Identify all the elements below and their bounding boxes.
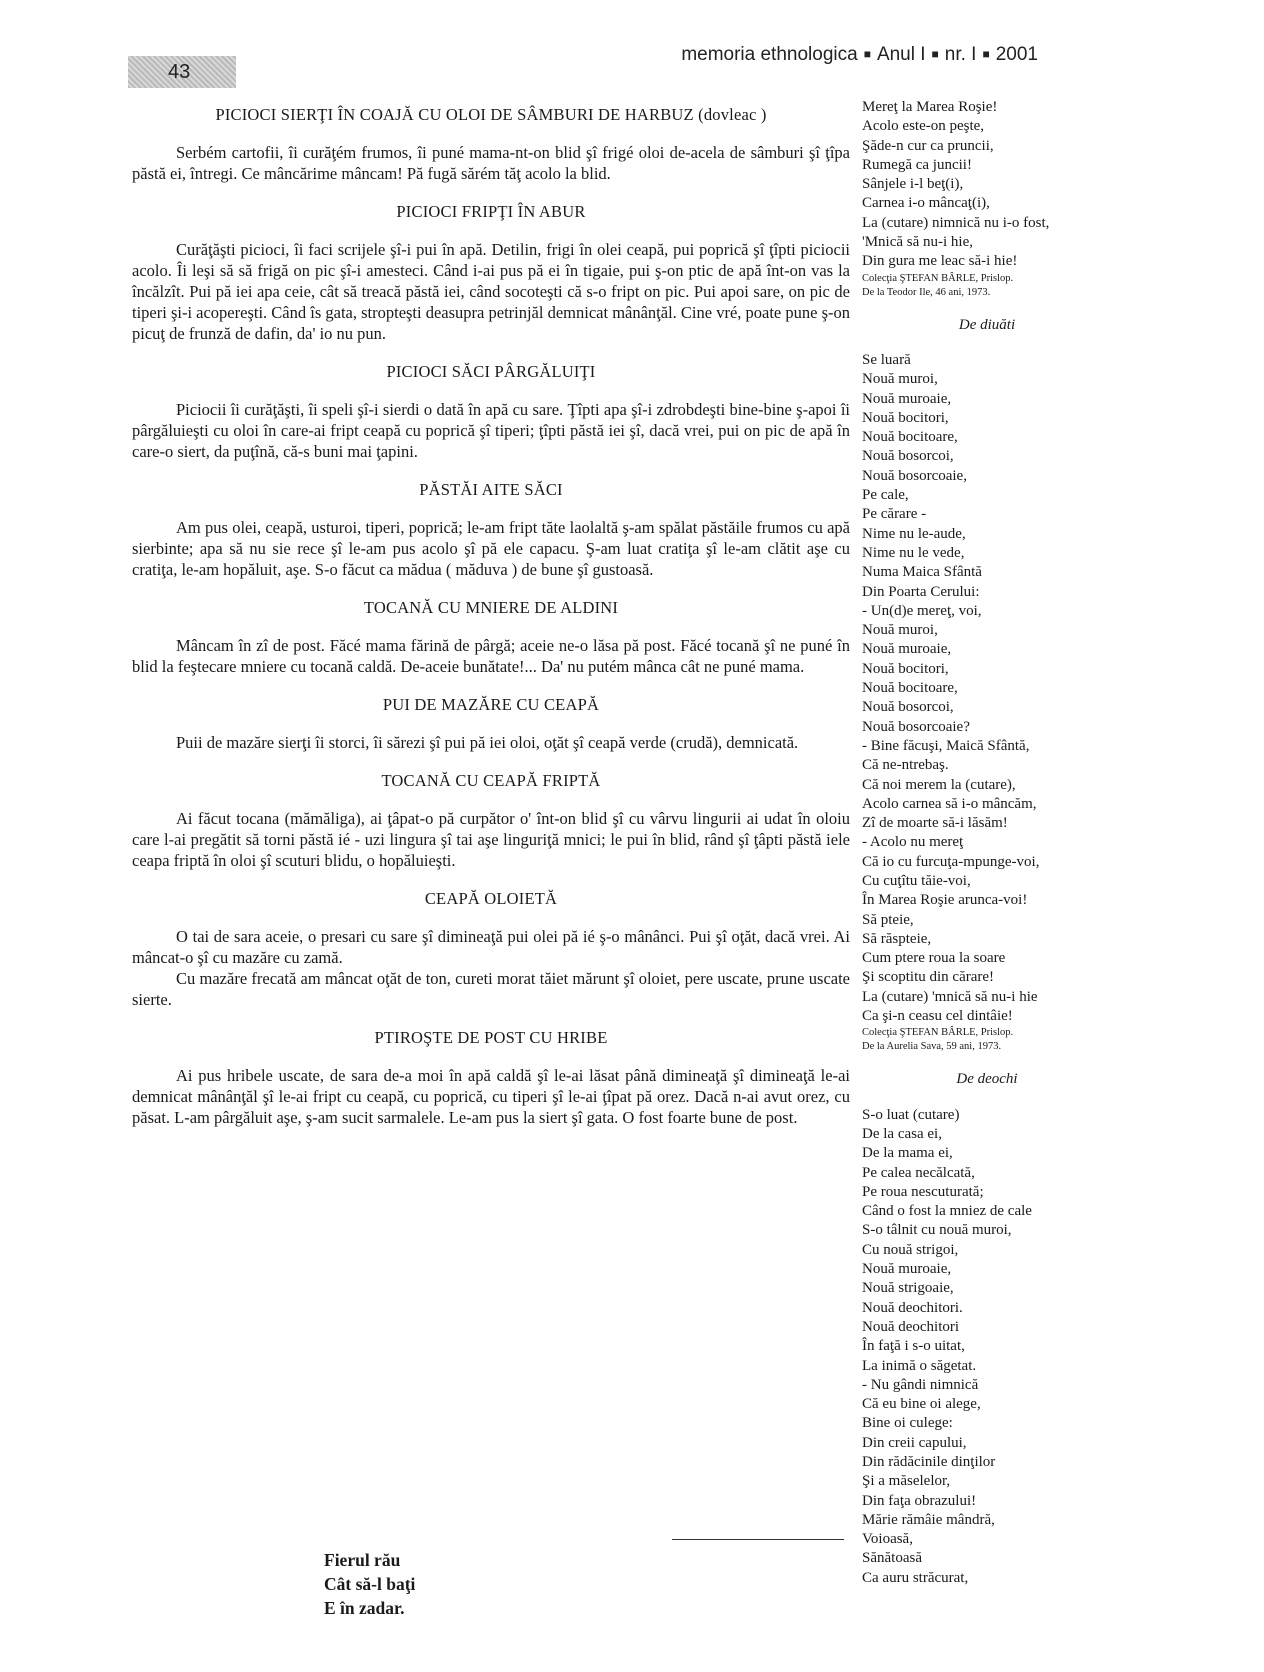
- recipes-column: [132, 104, 850, 1145]
- poem-line: Carnea i-o mâncaţ(i),: [862, 195, 990, 212]
- poem-line: Şi a măselelor,: [862, 1473, 951, 1490]
- poem-title: De deochi: [956, 1071, 1018, 1088]
- issue-label: nr. I: [944, 44, 977, 65]
- poem-line: S-o tâlnit cu nouă muroi,: [862, 1222, 1012, 1239]
- poem-line: Nouă deochitori: [862, 1318, 960, 1335]
- poem-line: La (cutare) 'mnică să nu-i hie: [862, 988, 1038, 1005]
- poem-line: Nouă bocitori,: [862, 409, 949, 426]
- recipe-title: PTIROŞTE DE POST CU HRIBE: [374, 1028, 608, 1047]
- poem-line: Şi scoptitu din cărare!: [862, 969, 995, 986]
- poem-line: Din gura me leac să-i hie!: [862, 253, 1018, 270]
- poem-line: De la casa ei,: [862, 1125, 942, 1142]
- poem-line: Din creii capului,: [862, 1434, 967, 1451]
- recipe-paragraph: Cu mazăre frecată am mâncat oţăt de ton, cureti morat tăiet mărunt şî oloiet, pere uscate, prune uscate sierte.: [132, 969, 850, 1009]
- recipe-section: [132, 201, 850, 344]
- poem-line: Se luară: [862, 351, 911, 368]
- poem-line: Nouă muroaie,: [862, 390, 952, 407]
- year: 2001: [995, 44, 1038, 65]
- recipe-paragraph: Am pus olei, ceapă, usturoi, tiperi, poprică; le-am fript tăte laolaltă ş-am spălat păstăile frumos cu apă sierbinte; apa să nu sie rece şî le-am pus acolo şî pă ele capacu. Ş-am luat cratiţa şî le-am clătit aşe cu cratiţa, le-am hopăluit, aşe. S-o făcut ca mădua ( măduva ) de bune şî gustoasă.: [132, 518, 850, 579]
- recipe-section: [132, 770, 850, 871]
- recipe-title: CEAPĂ OLOIETĂ: [424, 889, 558, 908]
- poem-line: Pe cărare -: [862, 506, 927, 523]
- poem-credit: De la Teodor Ile, 46 ani, 1973.: [862, 286, 991, 298]
- poem-line: Rumegă ca juncii!: [862, 156, 972, 173]
- recipe-paragraph: Serbém cartofii, îi curăţém frumos, îi puné mama-nt-on blid şî frigé oloi de-acela de sâmburi şî ţîpa păstă ei, întregi. Ce mâncărime mâncam! Pă fugă sărém tăţ acolo la blid.: [132, 143, 850, 183]
- poem-line: De la mama ei,: [862, 1145, 953, 1162]
- poem-line: Din Poarta Cerului:: [862, 583, 980, 600]
- poem-line: Să pteie,: [862, 911, 914, 928]
- poem-line: Cu cuţîtu tăie-voi,: [862, 872, 971, 889]
- poem-line: Mărie rămâie mândră,: [862, 1511, 995, 1528]
- poem-line: 'Mnică să nu-i hie,: [862, 234, 974, 251]
- poem-credit: Colecţia ŞTEFAN BÂRLE, Prislop.: [862, 272, 1014, 284]
- recipe-title: PĂSTĂI AITE SĂCI: [419, 480, 563, 499]
- proverb-line: Fierul rău: [324, 1550, 401, 1570]
- proverb-line: Cât să-l baţi: [324, 1574, 416, 1594]
- poem-line: Când o fost la mniez de cale: [862, 1203, 1032, 1220]
- recipe-section: [132, 694, 850, 753]
- proverb: [324, 1548, 415, 1620]
- poem-line: La (cutare) nimnică nu i-o fost,: [862, 214, 1050, 231]
- recipe-paragraph: Ai făcut tocana (mămăliga), ai ţâpat-o pă curpător o' înt-on blid şî cu vârvu lingurii ai udat în oloiu care l-ai pregătit să torni păstă ié - uzi lingura şî tai aşe linguriţă mnici; le pui în blid, rând şî ţâpti păstă iele ceapa friptă în oloi şî scuturi blidu, o hopăluieşti.: [132, 809, 850, 870]
- separator-icon: ■: [982, 47, 990, 61]
- poem-line: Nouă bocitoare,: [862, 429, 958, 446]
- poem-line: Zî de moarte să-i lăsăm!: [862, 815, 1008, 832]
- separator-icon: ■: [863, 47, 871, 61]
- recipe-section: [132, 104, 850, 184]
- poem-credit: Colecţia ŞTEFAN BÂRLE, Prislop.: [862, 1027, 1014, 1039]
- poem-line: - Bine făcuşi, Maică Sfântă,: [862, 737, 1030, 754]
- poem-line: Voioasă,: [862, 1531, 913, 1548]
- poem-credit: De la Aurelia Sava, 59 ani, 1973.: [862, 1041, 1002, 1053]
- recipe-section: [132, 361, 850, 462]
- poem-line: La inimă o săgetat.: [862, 1357, 977, 1374]
- poem-line: Că noi merem la (cutare),: [862, 776, 1016, 793]
- poem-line: Din faţa obrazului!: [862, 1492, 977, 1509]
- poem-title: De diuăti: [958, 316, 1016, 333]
- recipe-title: PICIOCI FRIPŢI ÎN ABUR: [396, 202, 586, 221]
- poem-line: Mereţ la Marea Roşie!: [862, 99, 998, 115]
- page-number: 43: [128, 56, 236, 88]
- poem-line: Că ne-ntrebaş.: [862, 757, 949, 774]
- poem-line: Că eu bine oi alege,: [862, 1396, 981, 1413]
- poem-line: Nouă bocitoare,: [862, 680, 958, 697]
- poem-line: Pe roua nescuturată;: [862, 1183, 984, 1200]
- poem-line: - Nu gândi nimnică: [862, 1376, 979, 1393]
- recipe-paragraph: Ai pus hribele uscate, de sara de-a moi în apă caldă şî le-ai lăsat până dimineaţă şî dimineaţă le-ai demnicat mânânţăl şî le-ai fript cu ceapă, cu poprică, cu tiperi şî le-ai ţîpat pă orez. Dacă n-ai avut orez, cu păsat. L-am pârgăluit aşe, ş-am sucit sarmalele. Le-am pus la siert şî gata. O fost foarte bune de post.: [132, 1066, 850, 1127]
- poem-line: - Un(d)e mereţ, voi,: [862, 602, 982, 619]
- poem-line: - Acolo nu mereţ: [862, 834, 964, 851]
- recipe-paragraph: Mâncam în zî de post. Făcé mama fărină de pârgă; aceie ne-o lăsa pă post. Făcé tocană şî ne puné în blid la feştecare mniere cu tocană caldă. De-aceie bunătate!... Da' nu putém mânca cât ne puné mama.: [132, 636, 850, 676]
- recipe-title: TOCANĂ CU CEAPĂ FRIPTĂ: [381, 771, 601, 790]
- recipe-title: PUI DE MAZĂRE CU CEAPĂ: [382, 695, 600, 714]
- poem-line: Cu nouă strigoi,: [862, 1241, 959, 1258]
- journal-name: memoria ethnologica: [681, 44, 858, 65]
- poem-line: Numa Maica Sfântă: [862, 564, 982, 581]
- poem-line: Să răspteie,: [862, 930, 932, 947]
- recipe-title: TOCANĂ CU MNIERE DE ALDINI: [363, 598, 619, 617]
- poem-line: Că io cu furcuţa-mpunge-voi,: [862, 853, 1040, 870]
- poem-line: Nouă muroaie,: [862, 641, 952, 658]
- poem-line: Nouă muroi,: [862, 371, 938, 388]
- poem-line: Nouă bosorcoaie?: [862, 718, 970, 735]
- poem-line: S-o luat (cutare): [862, 1106, 960, 1123]
- poem-line: În faţă i s-o uitat,: [862, 1338, 965, 1355]
- poem-line: Nouă muroaie,: [862, 1261, 952, 1278]
- recipe-section: [132, 479, 850, 580]
- recipe-section: [132, 597, 850, 677]
- poem-line: Nime nu le vede,: [862, 544, 965, 561]
- recipe-paragraph: Piciocii îi curăţăşti, îi speli şî-i sierdi o dată în apă cu sare. Ţîpti apa şî-i zdrobdeşti bine-bine ş-apoi îi pârgăluieşti cu oloi în care-ai fript ceapă cu poprică şî tiperi; ţîpti păstă iei şî, dacă vrei, pui on pic de apă în care-o siert, da puţînă, că-s buni mai ţapini.: [132, 400, 850, 461]
- separator-icon: ■: [931, 47, 939, 61]
- recipe-paragraph: O tai de sara aceie, o presari cu sare şî dimineaţă pui olei pă ié ş-o mânânci. Pui şî oţăt, dacă vrei. Ai mâncat-o şî cu mazăre cu zamă.: [132, 927, 850, 967]
- poem-line: Nouă bosorcoi,: [862, 448, 954, 465]
- poem-line: Acolo este-on peşte,: [862, 118, 985, 135]
- poem-line: Ca şi-n ceasu cel dintâie!: [862, 1008, 1013, 1025]
- poem-line: În Marea Roşie arunca-voi!: [862, 892, 1028, 909]
- poem-line: Nouă strigoaie,: [862, 1280, 954, 1297]
- recipe-paragraph: Puii de mazăre sierţi îi storci, îi sărezi şî pui pă iei oloi, oţăt şî ceapă verde (crudă), demnicată.: [176, 733, 799, 752]
- poem-line: Nouă bosorcoi,: [862, 699, 954, 716]
- proverb-line: E în zadar.: [324, 1598, 405, 1618]
- year-label: Anul I: [876, 44, 926, 65]
- poem-line: Sânjele i-l beţ(i),: [862, 176, 964, 193]
- poem-line: Şăde-n cur ca pruncii,: [862, 137, 994, 154]
- poem-line: Nouă bocitori,: [862, 660, 949, 677]
- poem-line: Acolo carnea să i-o mâncăm,: [862, 795, 1037, 812]
- recipe-paragraph: Curăţăşti picioci, îi faci scrijele şî-i pui în apă. Detilin, frigi în olei ceapă, pui poprică şî ţîpti piciocii acolo. Îi leşi să să frigă on pic şî-i amesteci. Când i-ai pus pă ei în tigaie, pui ş-on ptic de apă înt-on vas la încălzît. Pui pă iei apa ceie, cât să treacă păstă iei, când socoteşti că s-o fript on pic. Pui apoi sare, on pic de tiperi şi-i acopereşti. Când îs gata, stropteşti deasupra petrinjăl demnicat mânânţăl. Cine vré, poate pune ş-on picuţ de frunză de dafin, da' io nu pun.: [132, 240, 850, 343]
- recipe-title: PICIOCI SIERŢI ÎN COAJĂ CU OLOI DE SÂMBURI DE HARBUZ (dovleac ): [215, 105, 767, 124]
- journal-header: [681, 44, 1038, 66]
- poem-line: Cum ptere roua la soare: [862, 950, 1006, 967]
- poem-line: Pe cale,: [862, 487, 909, 504]
- poem-line: Nouă deochitori.: [862, 1299, 963, 1316]
- poem-line: Pe calea necălcată,: [862, 1164, 975, 1181]
- poem-line: Nouă bosorcoaie,: [862, 467, 967, 484]
- poem-line: Din rădăcinile dinţilor: [862, 1454, 996, 1470]
- poems-column: [862, 98, 1112, 1588]
- recipe-title: PICIOCI SĂCI PÂRGĂLUIŢI: [386, 362, 596, 381]
- recipe-section: [132, 888, 850, 1010]
- poem-line: Nouă muroi,: [862, 622, 938, 639]
- recipe-section: [132, 1027, 850, 1128]
- poem-line: Ca auru străcurat,: [862, 1569, 969, 1586]
- poem-line: Bine oi culege:: [862, 1415, 953, 1432]
- divider-line: [672, 1539, 844, 1540]
- poem-line: Sănătoasă: [862, 1550, 922, 1567]
- poem-line: Nime nu le-aude,: [862, 525, 966, 542]
